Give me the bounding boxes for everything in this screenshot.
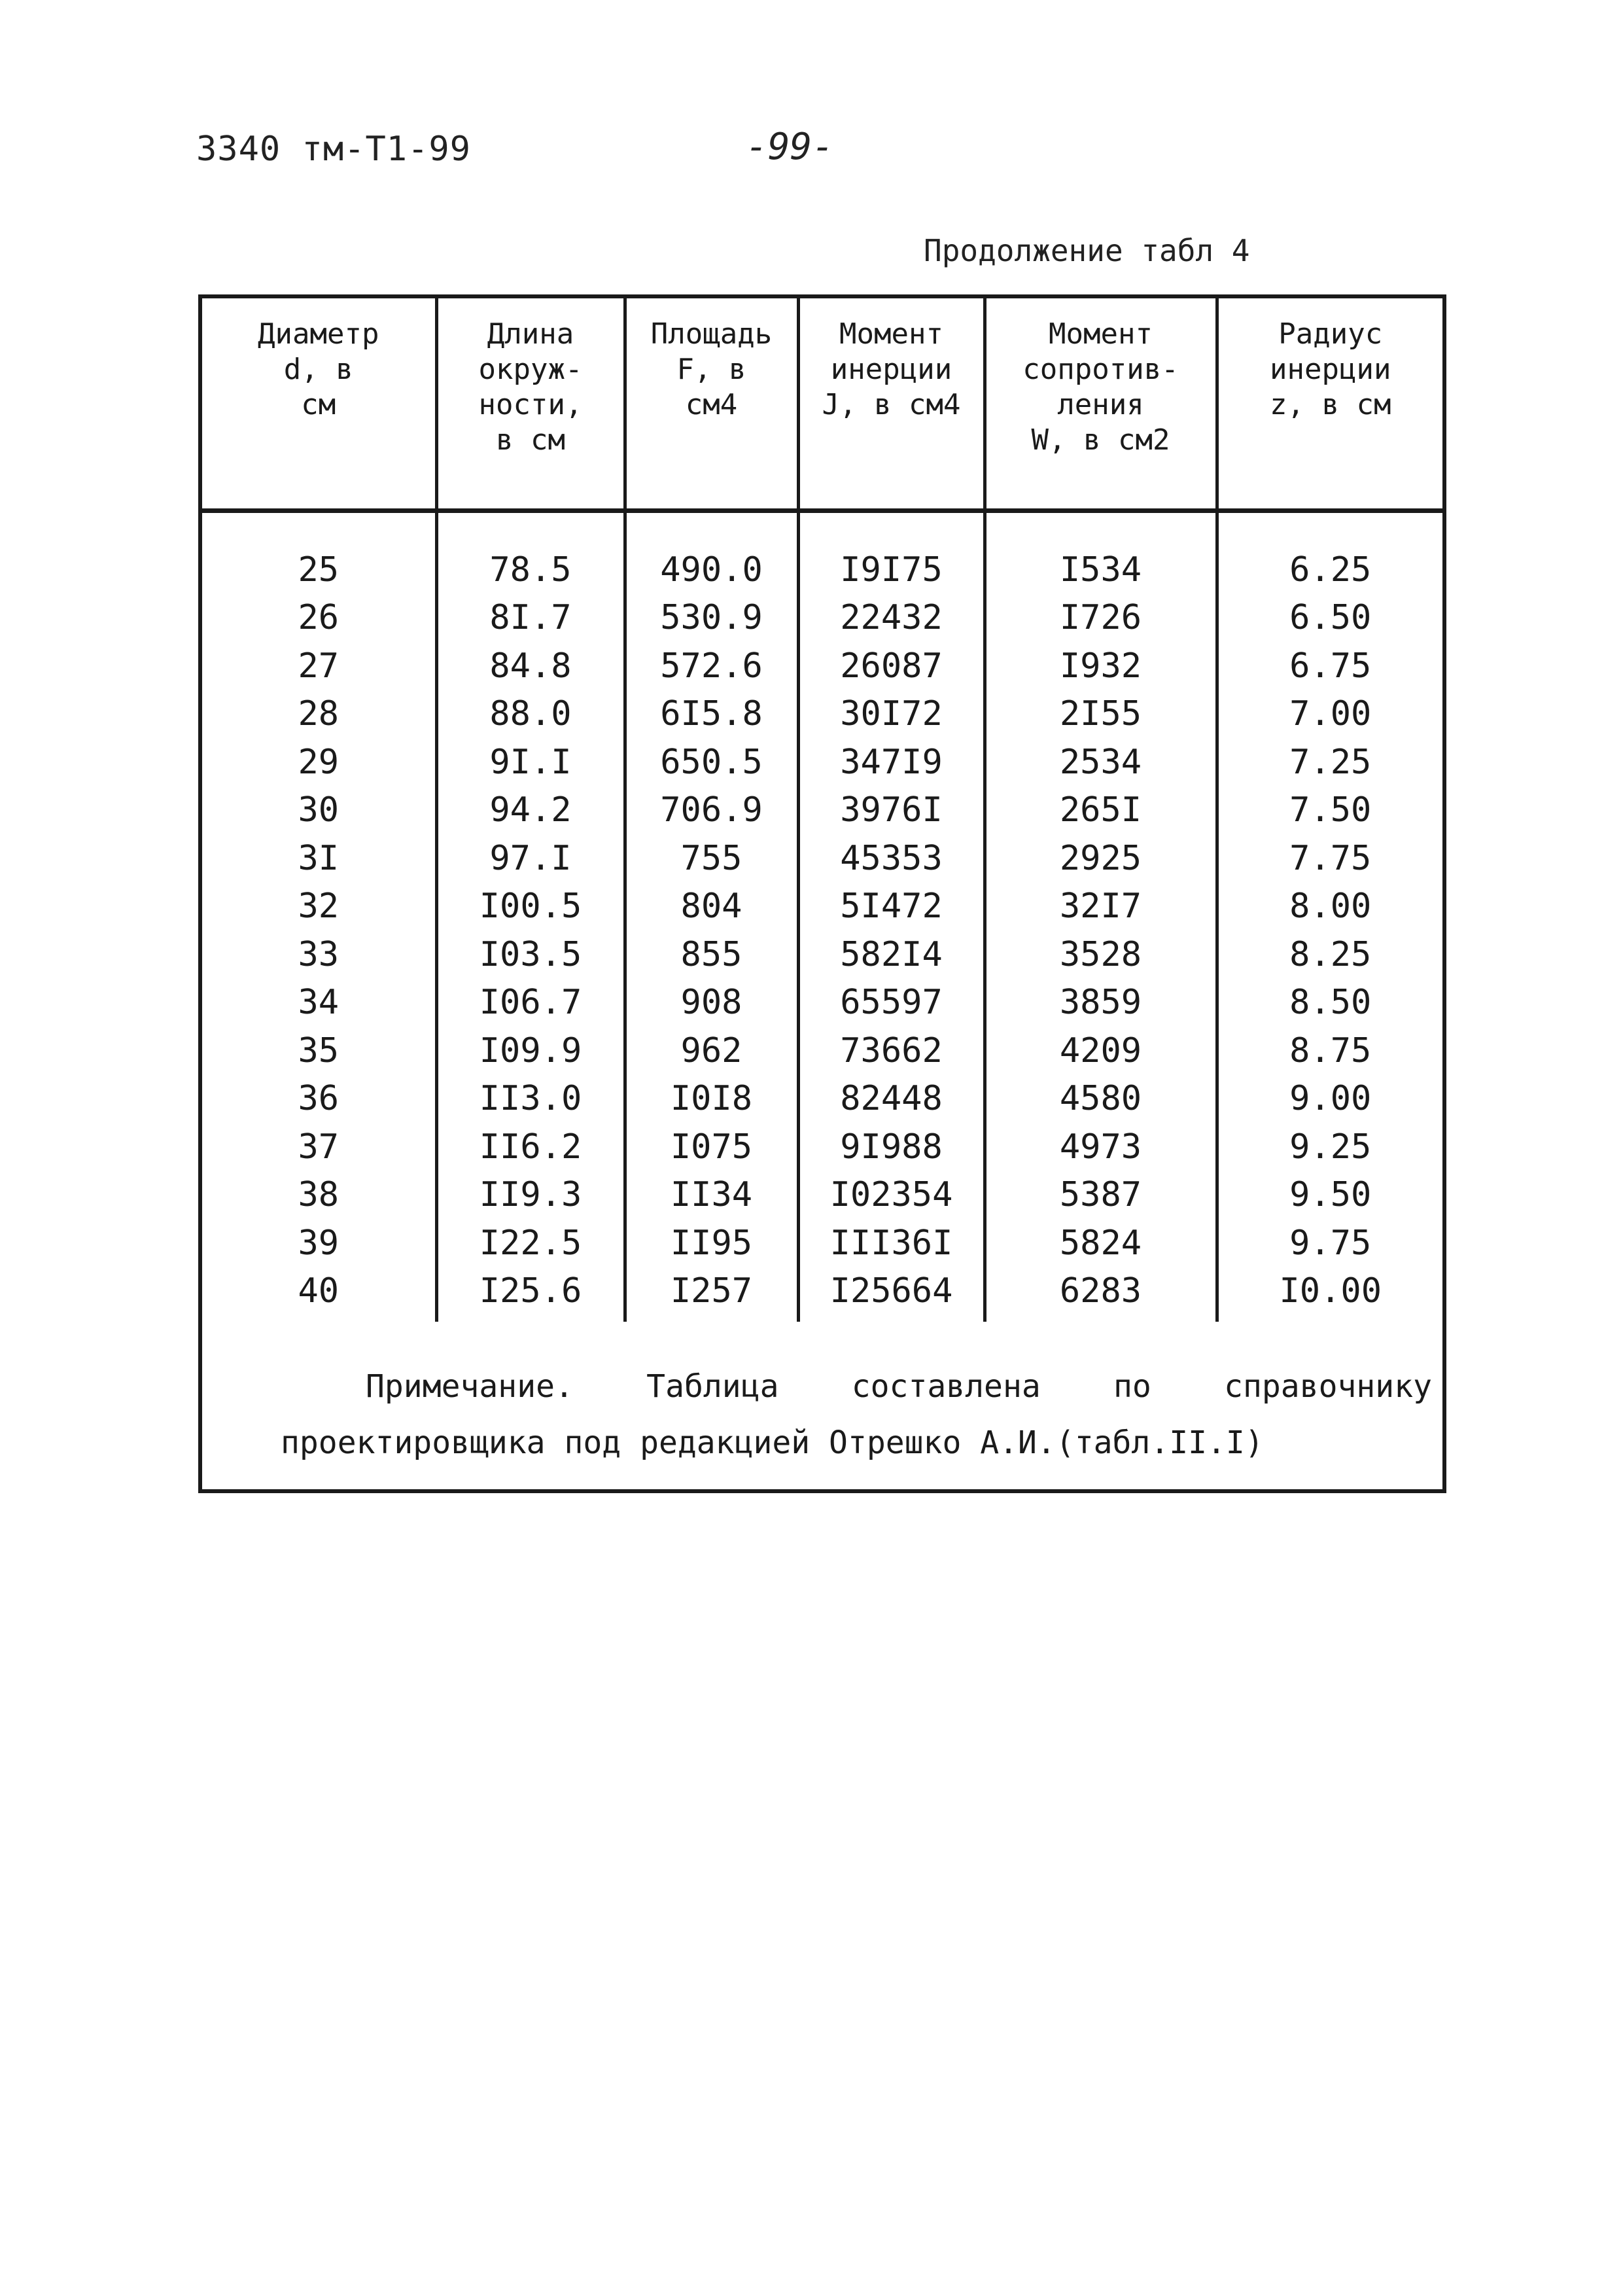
header-circumference: Длина окруж- ности, в см	[436, 298, 625, 511]
radius-cell: 9.50	[1289, 1175, 1372, 1215]
diameter-cell: 25	[202, 511, 436, 594]
table-row	[202, 594, 1442, 643]
radius-cell: 7.25	[1289, 742, 1372, 782]
area-cell: 855	[625, 930, 798, 979]
inertia-cell: 582I4	[798, 930, 985, 979]
area-cell: 530.9	[625, 594, 798, 643]
table-row	[202, 1027, 1442, 1075]
diameter-cell: 38	[202, 1171, 436, 1220]
table-row	[202, 930, 1442, 979]
table-row	[202, 511, 1442, 594]
modulus-cell: 4580	[985, 1075, 1217, 1123]
inertia-cell: 3976I	[798, 786, 985, 835]
modulus-cell: 32I7	[985, 883, 1217, 931]
circumference-cell: I09.9	[436, 1027, 625, 1075]
inertia-cell: I02354	[798, 1171, 985, 1220]
circumference-cell: I25.6	[436, 1267, 625, 1322]
circumference-cell: I03.5	[436, 930, 625, 979]
circumference-cell: II3.0	[436, 1075, 625, 1123]
circumference-cell: 84.8	[436, 642, 625, 690]
inertia-cell: 5I472	[798, 883, 985, 931]
radius-cell: 8.00	[1289, 887, 1372, 927]
circumference-cell: 88.0	[436, 690, 625, 739]
radius-cell: 9.25	[1289, 1127, 1372, 1167]
page-number: -99-	[746, 126, 834, 168]
area-cell: 572.6	[625, 642, 798, 690]
table-row	[202, 1123, 1442, 1171]
modulus-cell: 5824	[985, 1219, 1217, 1267]
table-row	[202, 642, 1442, 690]
diameter-cell: 3I	[202, 834, 436, 883]
circumference-cell: I06.7	[436, 979, 625, 1027]
table-row	[202, 786, 1442, 835]
area-cell: 908	[625, 979, 798, 1027]
diameter-cell: 34	[202, 979, 436, 1027]
table-body	[202, 511, 1442, 1322]
area-cell: 490.0	[625, 511, 798, 594]
area-cell: 804	[625, 883, 798, 931]
modulus-cell: 3528	[985, 930, 1217, 979]
diameter-cell: 27	[202, 642, 436, 690]
table-header-row	[202, 298, 1442, 511]
radius-cell: 6.75	[1289, 646, 1372, 686]
inertia-cell: 30I72	[798, 690, 985, 739]
inertia-cell: I25664	[798, 1267, 985, 1322]
area-cell: I0I8	[625, 1075, 798, 1123]
header-section-modulus: Момент сопротив- ления W, в см2	[985, 298, 1217, 511]
table-row	[202, 979, 1442, 1027]
inertia-cell: III36I	[798, 1219, 985, 1267]
diameter-cell: 29	[202, 738, 436, 786]
circumference-cell: I00.5	[436, 883, 625, 931]
modulus-cell: 265I	[985, 786, 1217, 835]
modulus-cell: 2534	[985, 738, 1217, 786]
inertia-cell: 9I988	[798, 1123, 985, 1171]
document-code: 3340 тм-Т1-99	[196, 130, 471, 169]
radius-cell: 8.25	[1289, 934, 1372, 974]
area-cell: 6I5.8	[625, 690, 798, 739]
inertia-cell: 73662	[798, 1027, 985, 1075]
area-cell: 962	[625, 1027, 798, 1075]
diameter-cell: 36	[202, 1075, 436, 1123]
header-area: Площадь F, в см4	[625, 298, 798, 511]
table-note: Примечание. Таблица составлена по справочнику проектировщика под редакцией Отрешко А.И.(табл.II.I)	[281, 1368, 1432, 1461]
area-cell: II95	[625, 1219, 798, 1267]
circumference-cell: 8I.7	[436, 594, 625, 643]
circumference-cell: 94.2	[436, 786, 625, 835]
inertia-cell: 347I9	[798, 738, 985, 786]
radius-cell: 9.00	[1289, 1079, 1372, 1119]
diameter-cell: 35	[202, 1027, 436, 1075]
inertia-cell: 22432	[798, 594, 985, 643]
header-radius-of-gyration: Радиус инерции z, в см	[1217, 298, 1442, 511]
modulus-cell: 3859	[985, 979, 1217, 1027]
circumference-cell: II9.3	[436, 1171, 625, 1220]
area-cell: I257	[625, 1267, 798, 1322]
radius-cell: 6.25	[1289, 550, 1372, 590]
table-row	[202, 834, 1442, 883]
circumference-cell: I22.5	[436, 1219, 625, 1267]
modulus-cell: 5387	[985, 1171, 1217, 1220]
inertia-cell: 26087	[798, 642, 985, 690]
modulus-cell: 2I55	[985, 690, 1217, 739]
table-row	[202, 1219, 1442, 1267]
modulus-cell: I932	[985, 642, 1217, 690]
modulus-cell: 2925	[985, 834, 1217, 883]
table-frame	[198, 294, 1446, 1493]
table-row	[202, 690, 1442, 739]
modulus-cell: 4973	[985, 1123, 1217, 1171]
diameter-cell: 32	[202, 883, 436, 931]
inertia-cell: 65597	[798, 979, 985, 1027]
circumference-cell: II6.2	[436, 1123, 625, 1171]
radius-cell: 8.75	[1289, 1031, 1372, 1070]
diameter-cell: 39	[202, 1219, 436, 1267]
inertia-cell: I9I75	[798, 511, 985, 594]
radius-cell: 7.50	[1289, 790, 1372, 830]
circumference-cell: 97.I	[436, 834, 625, 883]
inertia-cell: 45353	[798, 834, 985, 883]
header-diameter: Диаметр d, в см	[202, 298, 436, 511]
area-cell: 650.5	[625, 738, 798, 786]
table-row	[202, 738, 1442, 786]
area-cell: I075	[625, 1123, 798, 1171]
header-moment-of-inertia: Момент инерции J, в см4	[798, 298, 985, 511]
area-cell: II34	[625, 1171, 798, 1220]
radius-cell: 6.50	[1289, 598, 1372, 638]
radius-cell: 9.75	[1289, 1223, 1372, 1263]
modulus-cell: 4209	[985, 1027, 1217, 1075]
table-row	[202, 883, 1442, 931]
radius-cell: 8.50	[1289, 983, 1372, 1023]
diameter-cell: 37	[202, 1123, 436, 1171]
diameter-cell: 26	[202, 594, 436, 643]
diameter-cell: 28	[202, 690, 436, 739]
modulus-cell: I726	[985, 594, 1217, 643]
table-row	[202, 1171, 1442, 1220]
radius-cell: I0.00	[1279, 1271, 1382, 1311]
circumference-cell: 78.5	[436, 511, 625, 594]
diameter-cell: 33	[202, 930, 436, 979]
radius-cell: 7.00	[1289, 694, 1372, 734]
circumference-cell: 9I.I	[436, 738, 625, 786]
inertia-cell: 82448	[798, 1075, 985, 1123]
radius-cell: 7.75	[1289, 838, 1372, 878]
area-cell: 706.9	[625, 786, 798, 835]
diameter-cell: 30	[202, 786, 436, 835]
diameter-cell: 40	[202, 1267, 436, 1322]
pipe-dimensions-table	[202, 298, 1442, 1322]
table-continuation-caption: Продолжение табл 4	[924, 233, 1250, 268]
area-cell: 755	[625, 834, 798, 883]
table-row	[202, 1267, 1442, 1322]
table-row	[202, 1075, 1442, 1123]
modulus-cell: I534	[985, 511, 1217, 594]
modulus-cell: 6283	[985, 1267, 1217, 1322]
